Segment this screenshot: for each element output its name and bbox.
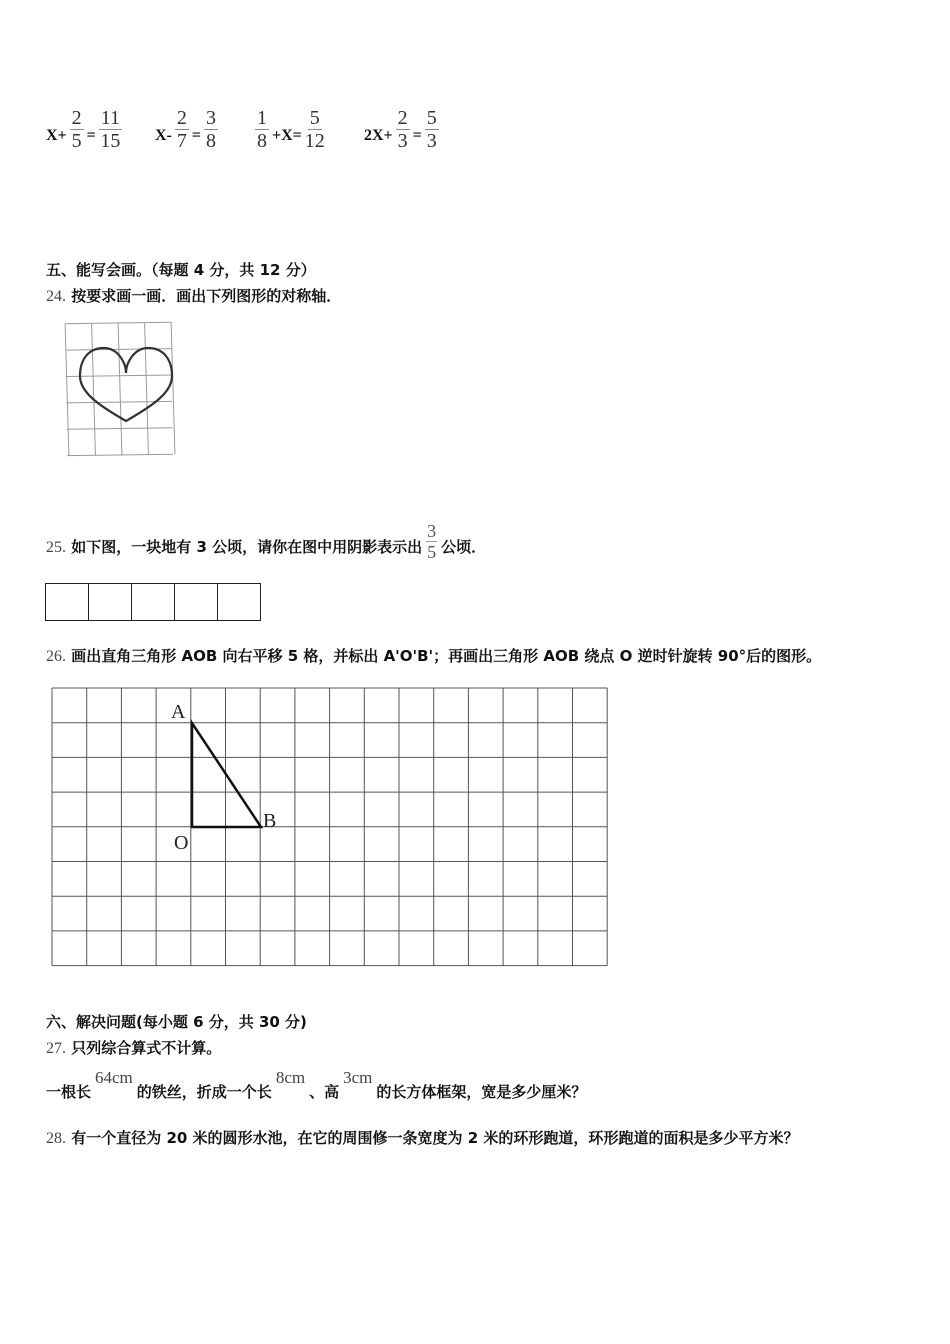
fraction: [255, 107, 269, 152]
question-number: 26.: [46, 648, 66, 665]
fraction: [175, 107, 189, 152]
question-text: 画出直角三角形 AOB 向右平移 5 格，并标出 A'O'B'；再画出三角形 AOB 绕点 O 逆时针旋转 90°后的图形。: [71, 647, 822, 665]
section-6-title: 六、解决问题(每小题 6 分，共 30 分): [46, 1013, 307, 1031]
question-28: [46, 1128, 798, 1149]
equation-2: [155, 100, 221, 152]
denominator: 3: [426, 130, 437, 152]
fraction: [396, 107, 410, 152]
fraction: [426, 521, 437, 562]
eq-prefix: X+: [46, 127, 67, 144]
denominator: 8: [257, 130, 267, 152]
equation-3: [252, 100, 328, 152]
eq-prefix: X-: [155, 127, 172, 144]
label-o: O: [174, 832, 189, 854]
question-number: 28.: [46, 1130, 66, 1147]
question-number: 25.: [46, 539, 66, 556]
numerator: 2: [176, 107, 187, 129]
question-text: 如下图，一块地有 3 公顷，请你在图中用阴影表示出: [71, 538, 423, 556]
numerator: 11: [100, 107, 121, 129]
question-text: 只列综合算式不计算。: [71, 1039, 222, 1057]
denominator: 7: [176, 130, 187, 152]
label-b: B: [263, 810, 277, 832]
numerator: 3: [206, 107, 217, 129]
question-number: 24.: [46, 288, 66, 305]
grid-line: [118, 323, 122, 455]
question-27-body: [46, 1068, 587, 1102]
eq-mid: +X=: [272, 127, 302, 144]
fraction: [305, 107, 325, 152]
grid-line: [65, 324, 69, 456]
fraction: [425, 107, 439, 152]
question-27: [46, 1038, 221, 1059]
numerator: 2: [397, 107, 408, 129]
value: 3cm: [343, 1068, 373, 1087]
denominator: 3: [397, 130, 408, 152]
numerator: 2: [71, 107, 82, 129]
section-5-title: 五、能写会画。（每题 4 分，共 12 分）: [46, 261, 316, 279]
numerator: 3: [427, 521, 437, 541]
land-cell[interactable]: [88, 584, 131, 620]
label-a: A: [171, 701, 186, 723]
fraction: [70, 107, 84, 152]
numerator: 5: [309, 107, 320, 129]
land-cell[interactable]: [174, 584, 217, 620]
grid-line: [66, 375, 172, 376]
text: 的长方体框架，宽是多少厘米？: [376, 1083, 587, 1101]
denominator: 15: [100, 130, 121, 152]
grid-line: [67, 454, 173, 455]
grid-line: [67, 428, 173, 429]
equation-1: [46, 100, 125, 152]
question-number: 27.: [46, 1040, 66, 1057]
land-cell[interactable]: [46, 584, 88, 620]
denominator: 5: [71, 130, 82, 152]
numerator: 5: [426, 107, 437, 129]
eq-prefix: 2X+: [364, 127, 393, 144]
eq-mid: =: [412, 127, 422, 144]
unit: 公顷．: [441, 538, 487, 556]
triangle-grid[interactable]: [40, 680, 620, 980]
equation-4: [364, 100, 442, 152]
land-cell[interactable]: [131, 584, 174, 620]
grid-line: [171, 322, 175, 454]
text: 、高: [309, 1083, 340, 1101]
fraction: [204, 107, 218, 152]
grid-line: [92, 323, 96, 455]
denominator: 12: [304, 130, 325, 152]
denominator: 5: [427, 542, 437, 562]
land-cell[interactable]: [217, 584, 260, 620]
question-text: 按要求画一画．画出下列图形的对称轴．: [71, 287, 342, 305]
question-25: [46, 521, 487, 568]
heart-grid-figure: [60, 318, 180, 463]
grid-line: [145, 323, 149, 455]
text: 的铁丝，折成一个长: [136, 1083, 272, 1101]
value: 64cm: [95, 1068, 133, 1087]
question-text: 有一个直径为 20 米的圆形水池，在它的周围修一条宽度为 2 米的环形跑道，环形跑道的面积是多少平方米？: [71, 1129, 799, 1147]
eq-mid: =: [86, 127, 96, 144]
value: 8cm: [275, 1068, 306, 1087]
triangle-aob: [192, 723, 261, 827]
question-24: [46, 286, 341, 307]
land-strip: [45, 583, 261, 621]
question-26: [46, 646, 821, 667]
eq-mid: =: [191, 127, 202, 144]
denominator: 8: [206, 130, 217, 152]
text: 一根长: [46, 1083, 92, 1101]
numerator: 1: [257, 107, 267, 129]
fraction: [99, 107, 122, 152]
